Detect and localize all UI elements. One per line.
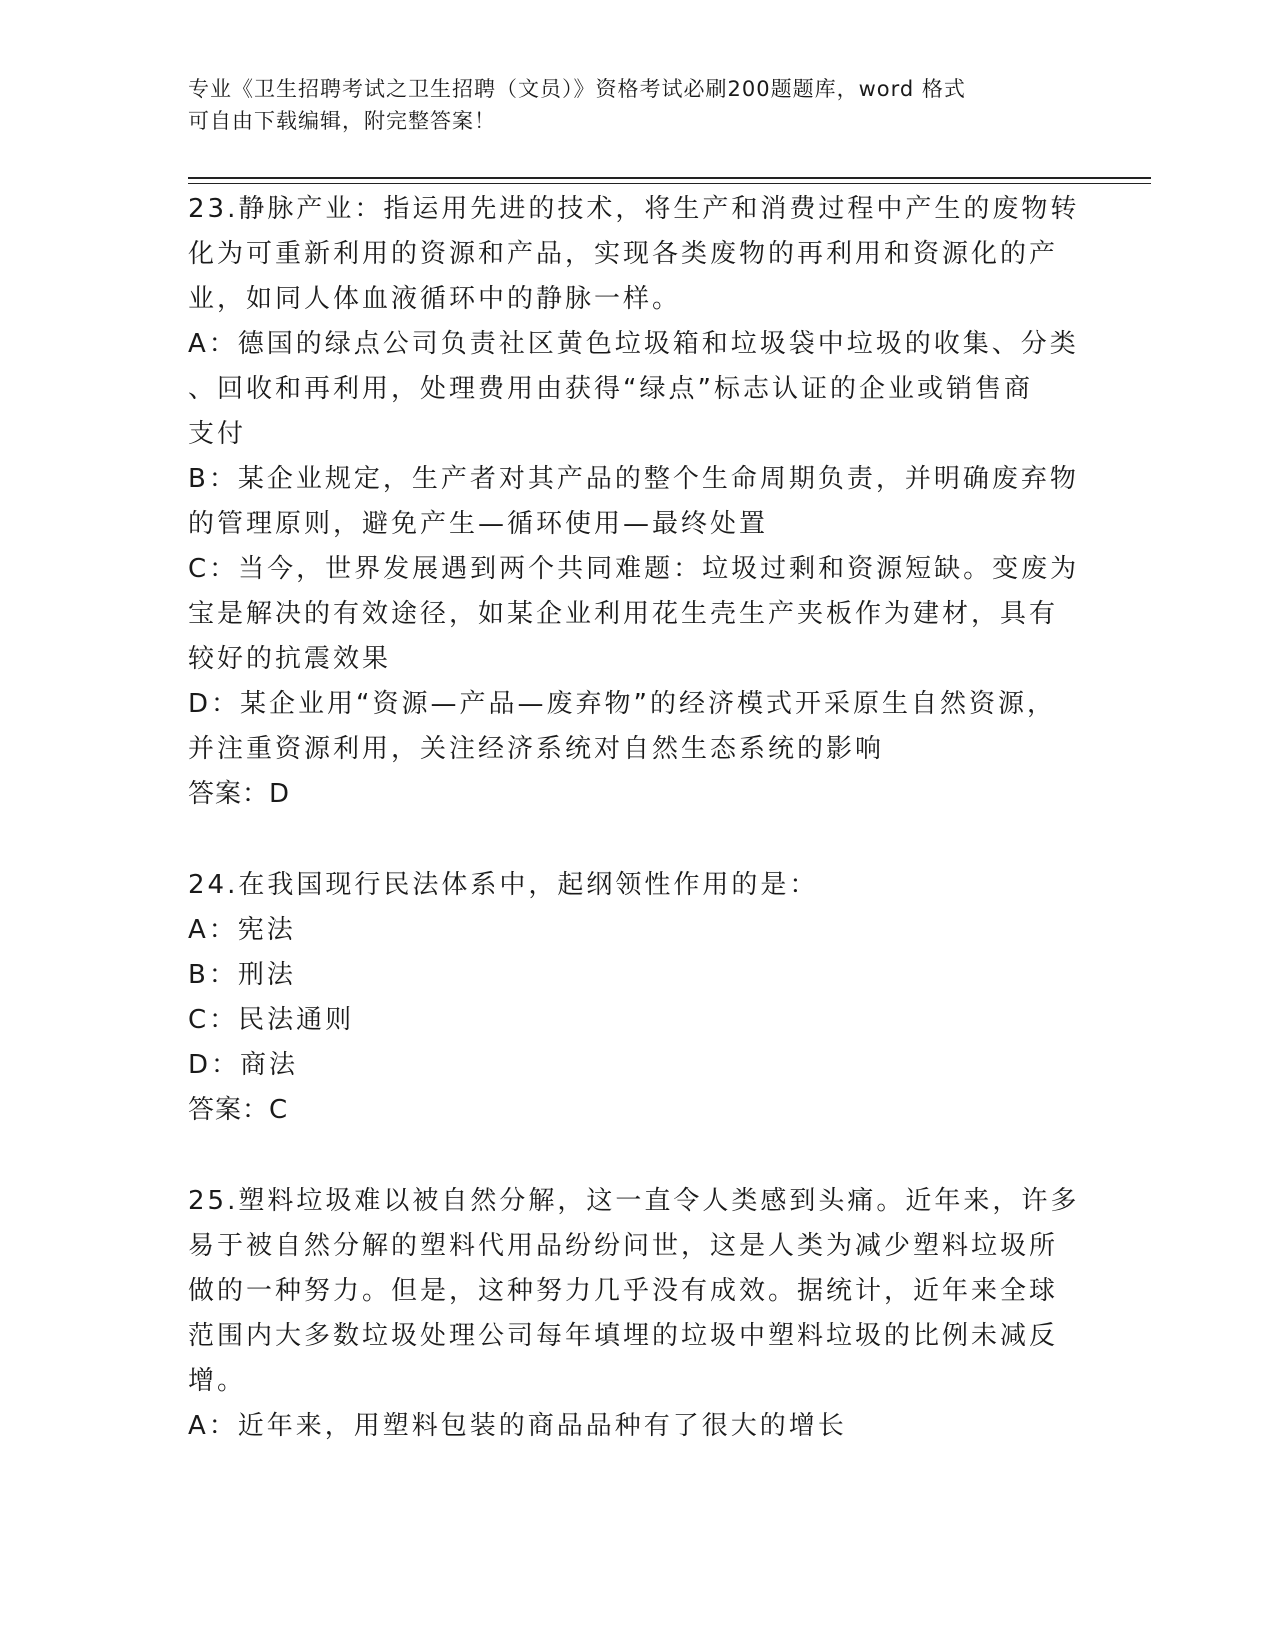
- option-line: 的管理原则，避免产生—循环使用—最终处置: [188, 509, 769, 539]
- option-a: A：宪法: [188, 915, 296, 945]
- question-stem-line: 易于被自然分解的塑料代用品纷纷问世，这是人类为减少塑料垃圾所: [188, 1231, 1059, 1261]
- option-line: 支付: [188, 419, 247, 449]
- question-list: [188, 187, 1080, 1449]
- header-line-1: 专业《卫生招聘考试之卫生招聘（文员）》资格考试必刷200题题库，word 格式: [188, 77, 966, 101]
- question-stem-line: 24.在我国现行民法体系中，起纲领性作用的是：: [188, 870, 819, 900]
- option-line: 并注重资源利用，关注经济系统对自然生态系统的影响: [188, 734, 885, 764]
- question-spacer: [188, 817, 1073, 863]
- question-stem-line: 25.塑料垃圾难以被自然分解，这一直令人类感到头痛。近年来，许多: [188, 1186, 1080, 1216]
- option-d: D：商法: [188, 1050, 299, 1080]
- option-line: A：德国的绿点公司负责社区黄色垃圾箱和垃圾袋中垃圾的收集、分类: [188, 329, 1079, 359]
- header-line-2: 可自由下载编辑，附完整答案！: [188, 109, 496, 133]
- header-rule-thick: [188, 177, 1151, 179]
- option-c: C：民法通则: [188, 1005, 355, 1035]
- question-stem-line: 化为可重新利用的资源和产品，实现各类废物的再利用和资源化的产: [188, 239, 1059, 269]
- question-stem-line: 范围内大多数垃圾处理公司每年填埋的垃圾中塑料垃圾的比例未减反: [188, 1321, 1059, 1351]
- question-stem-line: 业，如同人体血液循环中的静脉一样。: [188, 284, 682, 314]
- question-spacer: [188, 1133, 1073, 1179]
- option-d: [188, 682, 1073, 772]
- option-line: 宝是解决的有效途径，如某企业利用花生壳生产夹板作为建材，具有: [188, 599, 1059, 629]
- document-header: [188, 73, 1068, 137]
- question-stem-line: 增。: [188, 1366, 247, 1396]
- header-rule-thin: [188, 183, 1151, 184]
- option-line: 、回收和再利用，处理费用由获得“绿点”标志认证的企业或销售商: [188, 374, 1033, 404]
- option-line: C：当今，世界发展遇到两个共同难题：垃圾过剩和资源短缺。变废为: [188, 554, 1080, 584]
- option-c: [188, 547, 1080, 682]
- option-b: B：刑法: [188, 960, 296, 990]
- question-24: [188, 863, 1073, 1133]
- option-line: B：某企业规定，生产者对其产品的整个生命周期负责，并明确废弃物: [188, 464, 1079, 494]
- option-a: [188, 322, 1079, 457]
- option-b: [188, 457, 1079, 547]
- answer-line: 答案：C: [188, 1095, 289, 1125]
- option-line: 较好的抗震效果: [188, 644, 392, 674]
- question-stem-line: 做的一种努力。但是，这种努力几乎没有成效。据统计，近年来全球: [188, 1276, 1059, 1306]
- question-23: [188, 187, 1080, 817]
- question-25: [188, 1179, 1080, 1449]
- question-stem-line: 23.静脉产业：指运用先进的技术，将生产和消费过程中产生的废物转: [188, 194, 1080, 224]
- option-line: D：某企业用“资源—产品—废弃物”的经济模式开采原生自然资源，: [188, 689, 1056, 719]
- answer-line: 答案：D: [188, 779, 291, 809]
- option-a: A：近年来，用塑料包装的商品品种有了很大的增长: [188, 1411, 847, 1441]
